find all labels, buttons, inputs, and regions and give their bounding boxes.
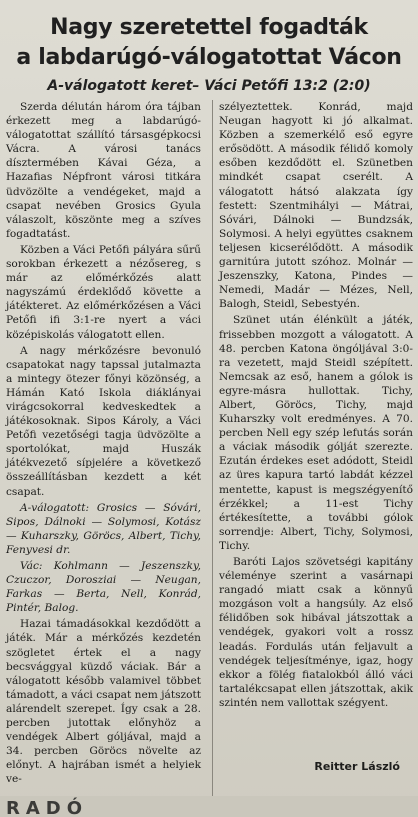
- paragraph: Hazai támadásokkal kezdődött a játék. Már a mérkőzés kezdetén szögletet értek el a nagy becsvággyal küzdő váciak. Bár a válogatott később valamivel többet támadott, a váci csapat nem játszott alárendelt szerepet. Így csak a 28. percben jutottak előnyhöz a vendégek Albert góljával, majd a 34. percben Göröcs növelte az előnyt. A hajrában ismét a helyiek ve-: [6, 618, 201, 786]
- headline-line-1: Nagy szeretettel fogadták: [50, 15, 368, 40]
- paragraph: A nagy mérkőzésre bevonuló csapatokat nagy tapssal jutalmazta a mintegy ötezer főnyi közönség, a Hámán Kató Iskola diáklányai virágcsokorral kedveskedtek a játékosoknak. Sipos Károly, a Váci Petőfi vezetőségi tagja üdvözölte a sportolókat, majd Huszák játékvezető sípjelére a következő összeállításban kezdett a két csapat.: [6, 344, 201, 498]
- subheadline-score: A-válogatott keret– Váci Petőfi 13:2 (2:0): [47, 78, 371, 94]
- next-article-fragment: [0, 796, 418, 817]
- column-divider: [212, 100, 213, 800]
- paragraph: Baróti Lajos szövetségi kapitány véleménye szerint a vasárnapi rangadó miatt csak a könnyű mozgáson volt a hangsúly. Az első félidőben sok hibával játszottak a vendégek, gyakori volt a rossz leadás. Fordulás után feljavult a vendégek teljesítménye, igaz, hogy ekkor a fölég fiatalokból álló váci tartalékcsapat ellen játszottak, akik szintén nem vallottak szégyent.: [219, 556, 413, 709]
- headline-line-2: a labdarúgó-válogatottat Vácon: [16, 45, 402, 70]
- paragraph: Közben a Váci Petőfi pályára sűrű sorokban érkezett a nézősereg, s már az előmérkőzés alatt nagyszámú érdeklődő követte a játékteret. Az előmérkőzésen a Váci Petőfi ifi 3:1-re nyert a váci középiskolás válogatott ellen.: [6, 243, 201, 341]
- cropped-heading-fragment: RADÓ: [6, 798, 89, 817]
- lineup-a-valogatott: A-válogatott: Grosics — Sóvári, Sipos, Dálnoki — Solymosi, Kotász — Kuharszky, Göröcs, Albert, Tichy, Fenyvesi dr.: [6, 501, 201, 556]
- article-column-right: [219, 100, 413, 712]
- paragraph: szélyeztettek. Konrád, majd Neugan hagyott ki jó alkalmat. Közben a szemerkélő eső egyre erősödött. A második félidő komoly esőben kezdődött el. Szünetben mindkét csapat cserélt. A válogatott hátsó alakzata így festett: Szentmihályi — Mátrai, Sóvári, Dálnoki — Bundzsák, Solymosi. A helyi együttes csaknem teljesen kicserélődött. A második garnitúra jutott szóhoz. Molnár — Jeszenszky, Katona, Pindes — Nemedi, Madár — Mézes, Nell, Balogh, Steidl, Sebestyén.: [219, 101, 413, 311]
- author-signature: Reitter László: [314, 760, 400, 773]
- paragraph: Szünet után élénkült a játék, frissebben mozgott a válogatott. A 48. percben Katona öngóljával 3:0-ra vezetett, majd Steidl szépített. Nemcsak az eső, hanem a gólok is egyre-másra hullottak. Tichy, Albert, Göröcs, Tichy, majd Kuharszky volt eredményes. A 70. percben Nell egy szép lefutás során a váciak második gólját szerezte. Ezután érdekes eset adódott, Steidl az üres kapura tartó labdát kézzel mentette, kapust is megszégyenítő érzékkel; a 11-est Tichy értékesítette, a további gólok sorrendje: Albert, Tichy, Solymosi, Tichy.: [219, 314, 413, 552]
- lineup-vac: Vác: Kohlmann — Jeszenszky, Czuczor, Dorosziai — Neugan, Farkas — Berta, Nell, Konrád, Pintér, Balog.: [6, 560, 201, 615]
- paragraph: Szerda délután három óra tájban érkezett meg a labdarúgó-válogatottat szállító társasgépkocsi Vácra. A városi tanács dísztermében Kávai Géza, a Hazafias Népfront városi titkára üdvözölte a vendégeket, majd a csapat nevében Grosics Gyula válaszolt, köszönte meg a szíves fogadtatást.: [6, 101, 201, 240]
- article-column-left: [6, 100, 201, 789]
- headline: [0, 14, 418, 72]
